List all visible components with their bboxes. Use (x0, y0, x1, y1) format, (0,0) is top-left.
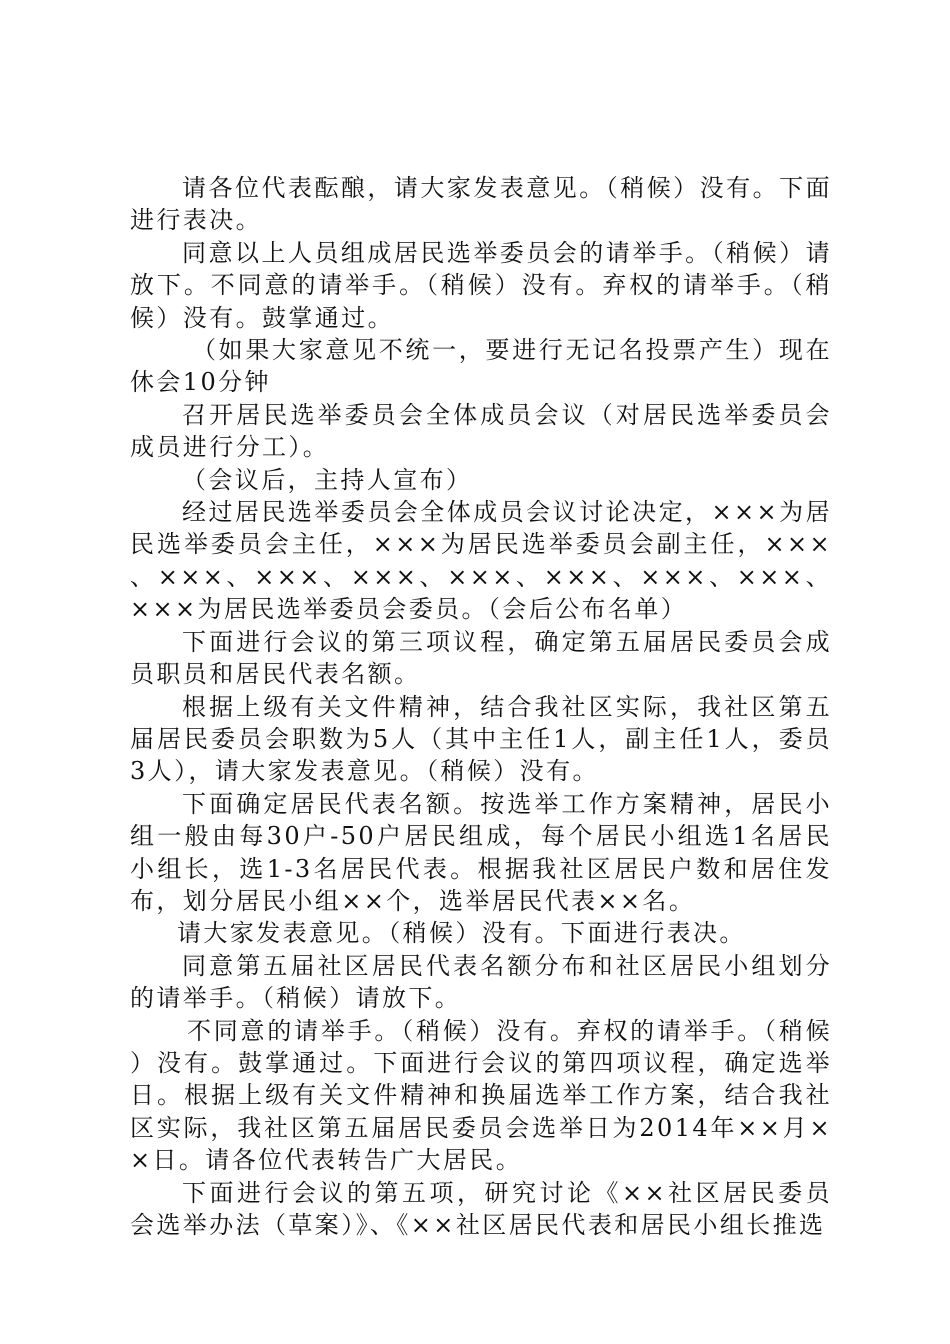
paragraph: 根据上级有关文件精神，结合我社区实际，我社区第五届居民委员会职数为5人（其中主任1人，副主任1人，委员3人），请大家发表意见。（稍候）没有。 (130, 692, 832, 786)
paragraph: 召开居民选举委员会全体成员会议（对居民选举委员会成员进行分工）。 (130, 400, 832, 462)
paragraph: （如果大家意见不统一，要进行无记名投票产生）现在休会10分钟 (130, 336, 832, 397)
paragraph: 下面确定居民代表名额。按选举工作方案精神，居民小组一般由每30户-50户居民组成，每个居民小组选1名居民小组长，选1-3名居民代表。根据我社区居民户数和居住发布，划分居民小组××个，选举居民代表××名。 (130, 789, 832, 915)
paragraph: 同意以上人员组成居民选举委员会的请举手。（稍候）请放下。不同意的请举手。（稍候）没有。弃权的请举手。（稍候）没有。鼓掌通过。 (130, 238, 832, 332)
paragraph: 下面进行会议的第五项，研究讨论《××社区居民委员会选举办法（草案）》、《××社区居民代表和居民小组长推选 (130, 1178, 832, 1239)
paragraph: （会议后，主持人宣布） (182, 465, 473, 494)
paragraph: 同意第五届社区居民代表名额分布和社区居民小组划分的请举手。（稍候）请放下。 (130, 951, 832, 1013)
paragraph: 请各位代表酝酿，请大家发表意见。（稍候）没有。下面进行表决。 (130, 174, 832, 235)
paragraph: 不同意的请举手。（稍候）没有。弃权的请举手。（稍候）没有。鼓掌通过。下面进行会议的第四项议程，确定选举日。根据上级有关文件精神和换届选举工作方案，结合我社区实际，我社区第五届居民委员会选举日为2014年××月××日。请各位代表转告广大居民。 (130, 1016, 832, 1175)
paragraph: 下面进行会议的第三项议程，确定第五届居民委员会成员职员和居民代表名额。 (130, 627, 832, 689)
paragraph: 经过居民选举委员会全体成员会议讨论决定，×××为居民选举委员会主任，×××为居民选举委员会副主任，×××、×××、×××、×××、×××、×××、×××、×××、×××为居民选举委员会委员。（会后公布名单） (130, 498, 832, 624)
document-body (130, 172, 832, 1241)
paragraph: 请大家发表意见。（稍候）没有。下面进行表决。 (177, 919, 746, 948)
